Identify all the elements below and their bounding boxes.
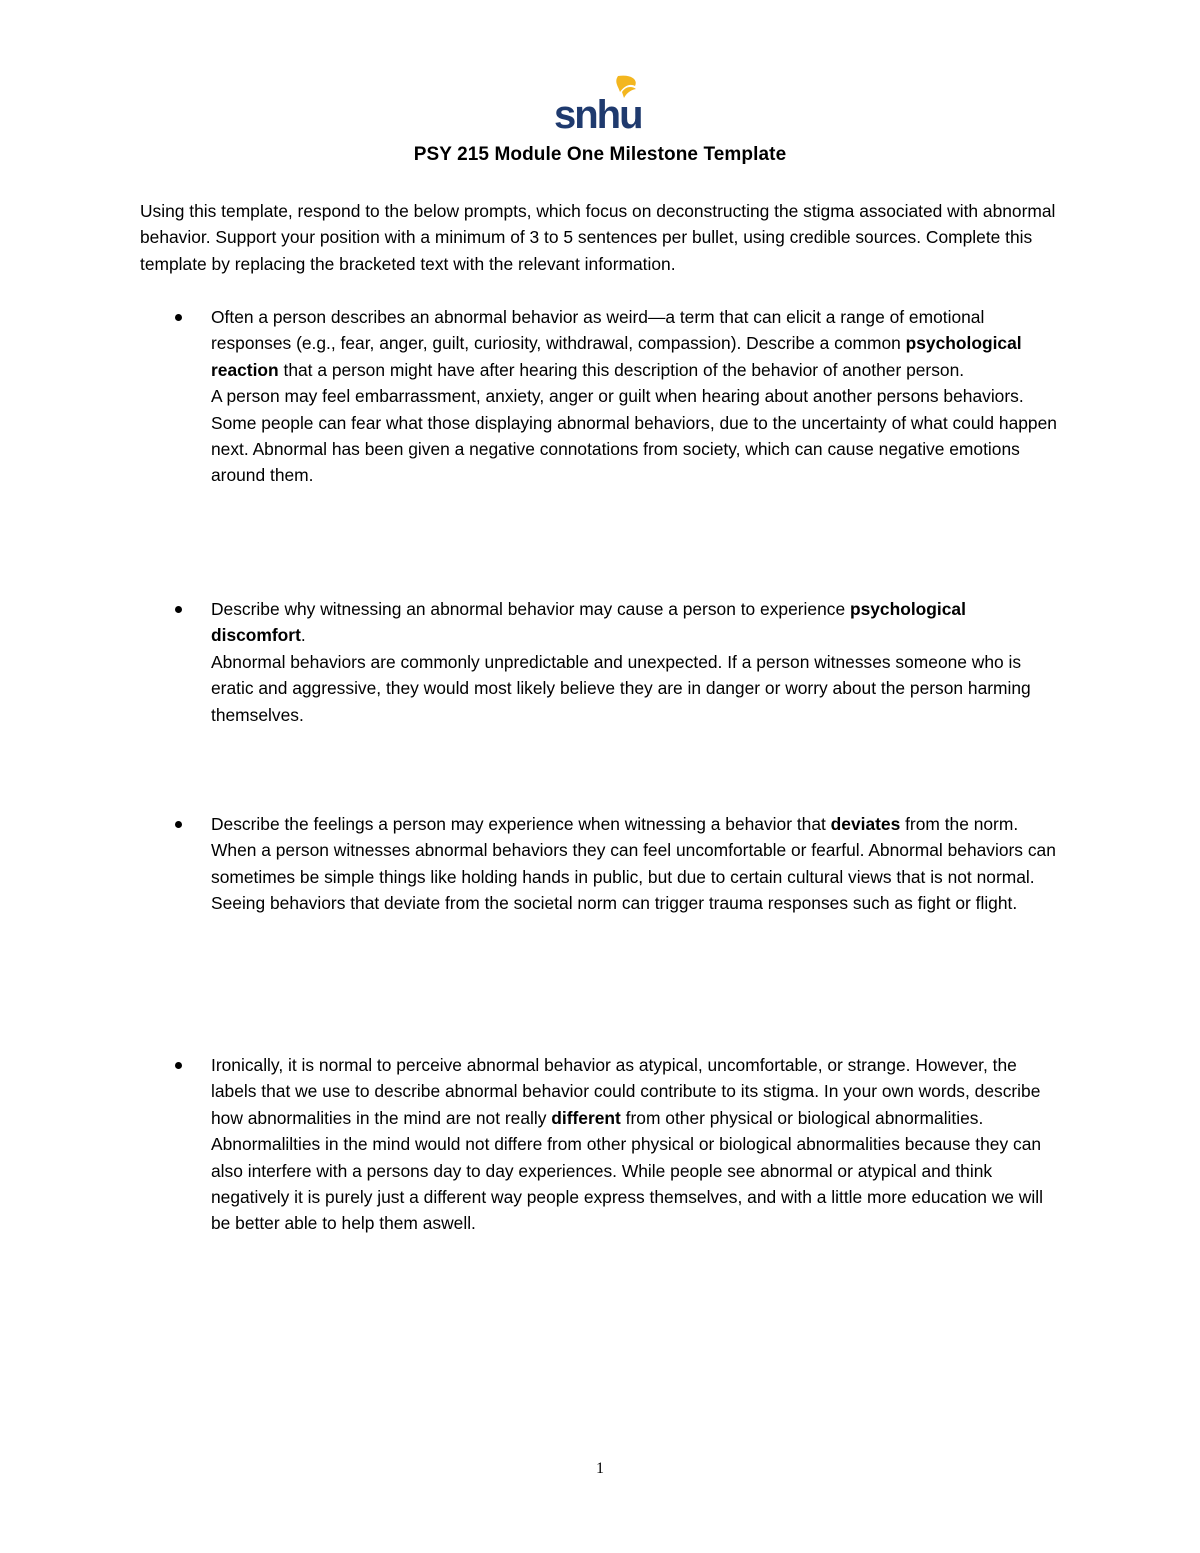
bullet-icon (175, 1062, 182, 1069)
page-number: 1 (596, 1460, 604, 1477)
prompt-item (211, 596, 1061, 728)
prompt-item (211, 1052, 1061, 1237)
response-text: A person may feel embarrassment, anxiety, anger or guilt when hearing about another persons behaviors. Some people can fear what those displaying abnormal behaviors, due to the uncertainty of what could happen next. Abnormal has been given a negative connotations from society, which can cause negative emotions around them. (211, 386, 1057, 486)
prompt-text: Describe why witnessing an abnormal behavior may cause a person to experience psychological discomfort. (211, 599, 966, 646)
prompt-emphasis: psychological discomfort (211, 599, 966, 646)
intro-paragraph: Using this template, respond to the below prompts, which focus on deconstructing the stigma associated with abnormal behavior. Support your position with a minimum of 3 to 5 sentences per bullet, using credible sources. Complete this template by replacing the bracketed text with the relevant information. (140, 201, 1056, 274)
prompt-item (211, 811, 1061, 917)
prompt-emphasis: different (551, 1107, 621, 1128)
snhu-logo-graphic (552, 74, 644, 132)
response-text: Abnormal behaviors are commonly unpredictable and unexpected. If a person witnesses someone who is eratic and aggressive, they would most likely believe they are in danger or worry about the person harming themselves. (211, 651, 1031, 725)
snhu-logo (552, 74, 644, 132)
prompt-text: Ironically, it is normal to perceive abnormal behavior as atypical, uncomfortable, or strange. However, the labels that we use to describe abnormal behavior could contribute to its stigma. In your own words, describe how abnormalities in the mind are not really different from other physical or biological abnormalities. (211, 1055, 1041, 1128)
bullet-icon (175, 821, 182, 828)
prompt-text: Often a person describes an abnormal behavior as weird—a term that can elicit a range of emotional responses (e.g., fear, anger, guilt, curiosity, withdrawal, compassion). Describe a common psychological reaction that a person might have after hearing this description of the behavior of another person. (211, 307, 1022, 380)
response-text: When a person witnesses abnormal behaviors they can feel uncomfortable or fearful. Abnormal behaviors can sometimes be simple things like holding hands in public, but due to certain cultural views that is not normal. Seeing behaviors that deviate from the societal norm can trigger trauma responses such as fight or flight. (211, 840, 1056, 914)
prompt-emphasis: psychological reaction (211, 333, 1022, 380)
prompt-emphasis: deviates (830, 814, 901, 834)
logo-text: snhu (554, 93, 642, 132)
prompt-item (211, 304, 1061, 489)
response-text: Abnormalilties in the mind would not differe from other physical or biological abnormalities because they can also interfere with a persons day to day experiences. While people see abnormal or atypical and think negatively it is purely just a different way people express themselves, and with a little more education we will be better able to help them aswell. (211, 1134, 1043, 1234)
document-title: PSY 215 Module One Milestone Template (413, 144, 787, 165)
bullet-icon (175, 314, 182, 321)
bullet-icon (175, 606, 182, 613)
prompt-text: Describe the feelings a person may experience when witnessing a behavior that deviates from the norm. (211, 814, 1019, 834)
